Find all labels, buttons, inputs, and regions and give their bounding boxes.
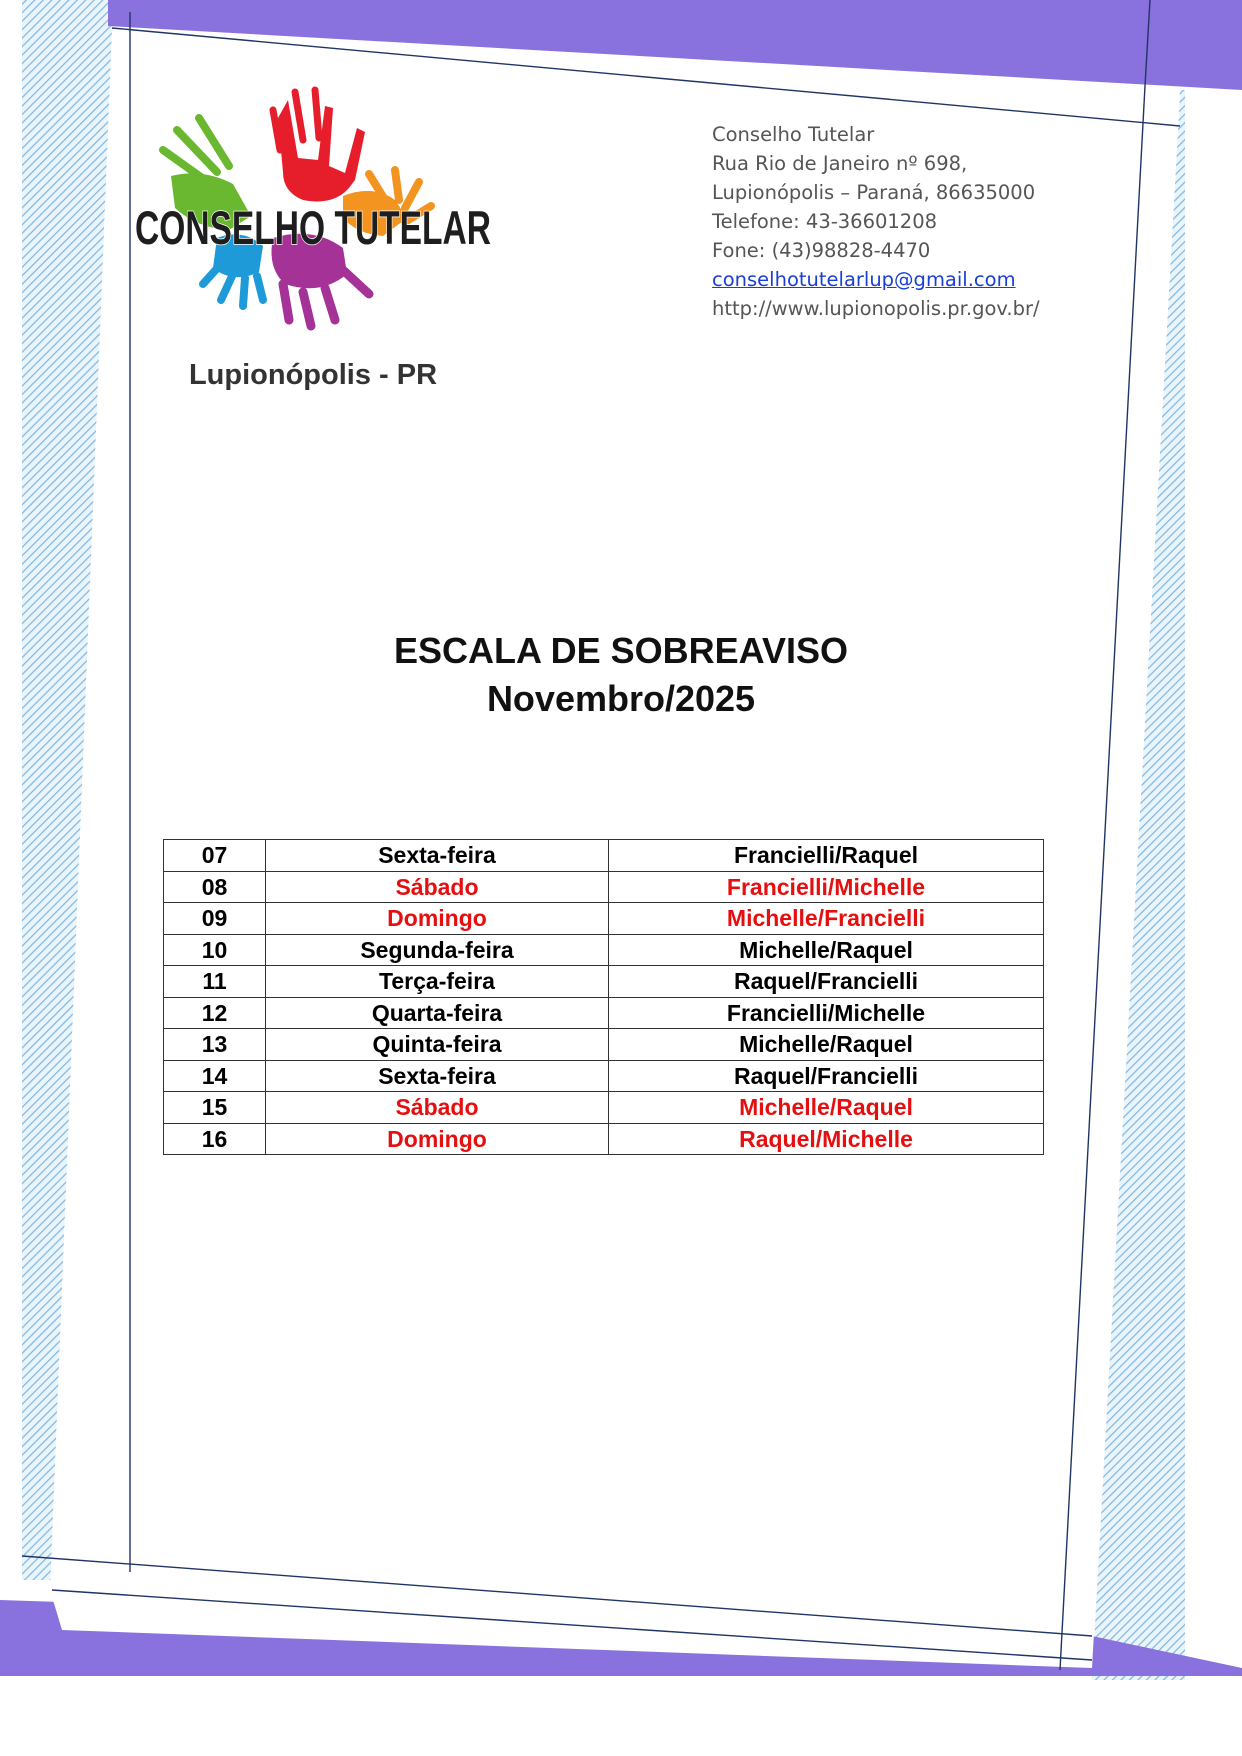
day-cell: 11 [164,966,266,998]
table-row [164,997,1044,1029]
day-cell: 14 [164,1060,266,1092]
contact-address: Rua Rio de Janeiro nº 698, [712,152,968,175]
weekday-cell: Quinta-feira [266,1029,609,1061]
weekday-cell: Sábado [266,1092,609,1124]
staff-cell: Michelle/Francielli [609,903,1044,935]
table-row [164,903,1044,935]
table-row [164,840,1044,872]
day-cell: 15 [164,1092,266,1124]
table-row [164,871,1044,903]
document-month: Novembro/2025 [486,678,756,719]
weekday-cell: Sexta-feira [266,840,609,872]
conselho-tutelar-logo [133,88,493,398]
table-row [164,1123,1044,1155]
weekday-cell: Terça-feira [266,966,609,998]
weekday-cell: Domingo [266,1123,609,1155]
weekday-cell: Quarta-feira [266,997,609,1029]
staff-cell: Michelle/Raquel [609,1029,1044,1061]
contact-email-link[interactable]: conselhotutelarlup@gmail.com [712,268,1016,291]
contact-website: http://www.lupionopolis.pr.gov.br/ [712,297,1040,320]
logo-title: CONSELHO TUTELAR [135,201,491,254]
day-cell: 12 [164,997,266,1029]
weekday-cell: Segunda-feira [266,934,609,966]
staff-cell: Francielli/Michelle [609,871,1044,903]
contact-block [712,120,1040,323]
table-row [164,966,1044,998]
contact-telefone: Telefone: 43-36601208 [712,210,938,233]
document-title: ESCALA DE SOBREAVISO [393,630,849,671]
logo-city: Lupionópolis - PR [188,359,438,391]
contact-city: Lupionópolis – Paraná, 86635000 [712,181,1036,204]
weekday-cell: Domingo [266,903,609,935]
table-row [164,1092,1044,1124]
table-row [164,1029,1044,1061]
staff-cell: Raquel/Francielli [609,966,1044,998]
schedule-body [164,840,1044,1155]
red-hand-icon [273,90,365,202]
day-cell: 16 [164,1123,266,1155]
contact-org: Conselho Tutelar [712,123,875,146]
day-cell: 13 [164,1029,266,1061]
staff-cell: Francielli/Michelle [609,997,1044,1029]
staff-cell: Raquel/Francielli [609,1060,1044,1092]
day-cell: 07 [164,840,266,872]
contact-fone: Fone: (43)98828-4470 [712,239,931,262]
staff-cell: Michelle/Raquel [609,1092,1044,1124]
table-row [164,934,1044,966]
table-row [164,1060,1044,1092]
weekday-cell: Sábado [266,871,609,903]
day-cell: 08 [164,871,266,903]
staff-cell: Raquel/Michelle [609,1123,1044,1155]
weekday-cell: Sexta-feira [266,1060,609,1092]
day-cell: 10 [164,934,266,966]
day-cell: 09 [164,903,266,935]
staff-cell: Michelle/Raquel [609,934,1044,966]
schedule-table [163,839,1044,1155]
staff-cell: Francielli/Raquel [609,840,1044,872]
